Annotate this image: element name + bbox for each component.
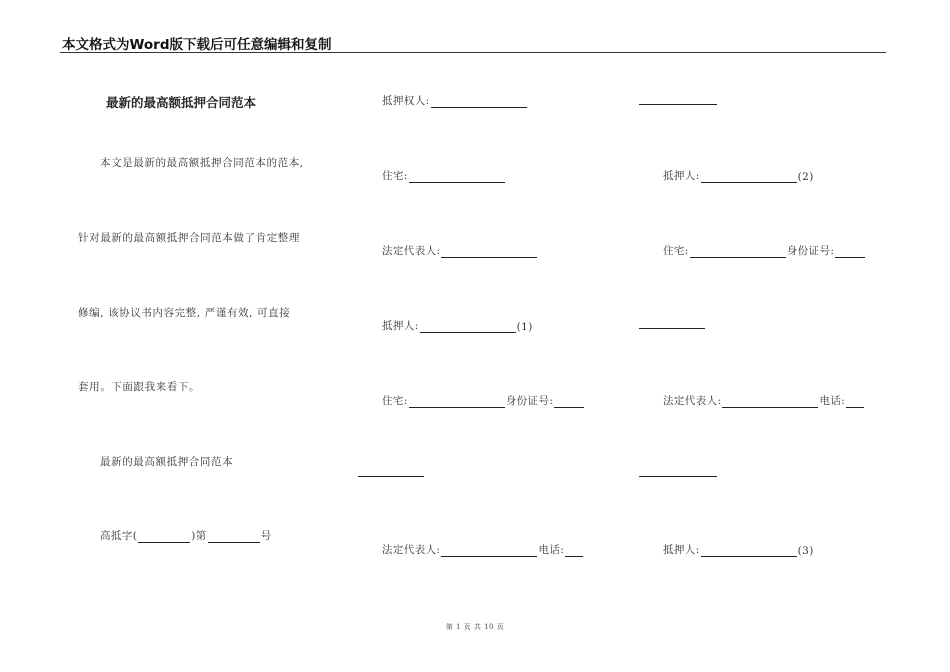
- residence-id-field: [382, 393, 585, 408]
- legal-representative-phone-field: [382, 542, 584, 557]
- residence-blank: [409, 171, 505, 183]
- residence-label: 住宅:: [382, 170, 408, 182]
- legal-representative-field: [382, 243, 538, 258]
- legal-representative-blank: [441, 246, 537, 258]
- mortgagor-3-field: [663, 542, 814, 557]
- doc-number-suffix: 号: [260, 530, 272, 542]
- mortgagor-blank: [701, 171, 797, 183]
- blank-line: [639, 328, 705, 329]
- paragraph-line: 修编, 该协议书内容完整, 严谨有效, 可直接: [78, 307, 291, 319]
- phone-label: 电话:: [819, 395, 846, 407]
- mortgagee-blank: [431, 96, 527, 108]
- document-title: 最新的最高额抵押合同范本: [106, 95, 257, 110]
- id-number-blank: [835, 246, 865, 258]
- mortgagor-label: 抵押人:: [663, 170, 700, 182]
- phone-blank: [565, 545, 583, 557]
- phone-label: 电话:: [538, 544, 565, 556]
- mortgagor-blank: [420, 321, 516, 333]
- legal-representative-label: 法定代表人:: [382, 544, 441, 556]
- mortgagee-label: 抵押权人:: [382, 95, 430, 107]
- residence-id-field: [663, 243, 866, 258]
- mortgagor-label: 抵押人:: [663, 544, 700, 556]
- id-number-label: 身份证号:: [505, 395, 554, 407]
- legal-representative-label: 法定代表人:: [663, 395, 722, 407]
- mortgagor-blank: [701, 545, 797, 557]
- doc-number-mid: )第: [191, 530, 207, 542]
- header-rule: [60, 52, 886, 53]
- residence-label: 住宅:: [382, 395, 408, 407]
- phone-blank: [846, 396, 864, 408]
- mortgagee-field: [382, 93, 528, 108]
- id-number-label: 身份证号:: [786, 245, 835, 257]
- doc-number-prefix: 高抵字(: [100, 530, 138, 542]
- section-subheading: 最新的最高额抵押合同范本: [100, 456, 234, 468]
- mortgagor-1-field: [382, 318, 533, 333]
- mortgagor-label: 抵押人:: [382, 320, 419, 332]
- doc-number-blank: [138, 531, 190, 543]
- id-number-blank: [554, 396, 584, 408]
- blank-line: [639, 476, 717, 477]
- legal-representative-blank: [441, 545, 537, 557]
- legal-representative-phone-field: [663, 393, 865, 408]
- residence-label: 住宅:: [663, 245, 689, 257]
- residence-blank: [409, 396, 505, 408]
- page-number: 第 1 页 共 10 页: [445, 623, 505, 631]
- mortgagor-number: (1): [516, 321, 533, 333]
- mortgagor-number: (3): [797, 545, 814, 557]
- blank-line: [639, 104, 717, 105]
- document-number-field: [100, 528, 272, 543]
- paragraph-line: 针对最新的最高额抵押合同范本做了肯定整理: [78, 232, 300, 244]
- document-banner: 本文格式为Word版下载后可任意编辑和复制: [62, 37, 332, 53]
- mortgagor-2-field: [663, 168, 814, 183]
- legal-representative-blank: [722, 396, 818, 408]
- paragraph-line: 套用。下面跟我来看下。: [78, 381, 201, 393]
- paragraph-line: 本文是最新的最高额抵押合同范本的范本,: [100, 157, 304, 169]
- residence-field: [382, 168, 506, 183]
- doc-serial-blank: [208, 531, 260, 543]
- legal-representative-label: 法定代表人:: [382, 245, 441, 257]
- residence-blank: [690, 246, 786, 258]
- blank-line: [358, 476, 424, 477]
- mortgagor-number: (2): [797, 171, 814, 183]
